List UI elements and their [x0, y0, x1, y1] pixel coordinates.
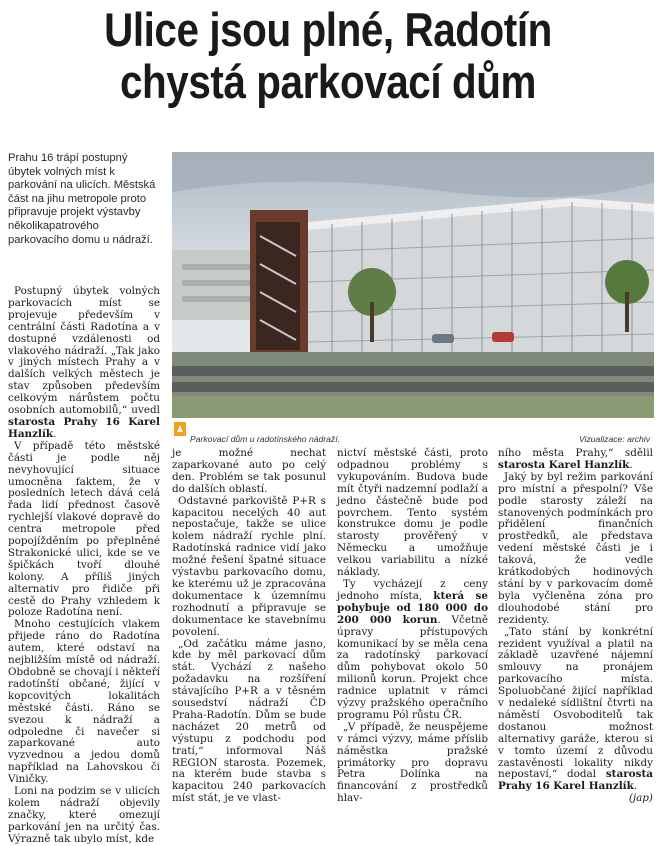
logo-icon: [174, 422, 186, 436]
paragraph: „Od začátku máme jasno, kde by měl parkovací dům stát. Vychází z našeho požadavku na rozšíření stávajícího P+R a v těsném sousedství nádraží ČD Praha-Radotín. Dům se bude nacházet 20 metrů od výstupu z podchodu pod tratí,“ informoval Náš REGION starosta. Pozemek, na kterém bude stavba s kapacitou 240 parkovacích míst stát, je ve vlast-: [172, 637, 326, 805]
paragraph: „V případě, že neuspějeme v rámci výzvy, máme příslib náměstka pražské primátorky pro dopravu Petra Dolínka na financování z prostředků hlav-: [337, 720, 488, 805]
paragraph: Jaký by byl režim parkování pro místní a přespolní? Vše podle starosty záleží na stanovených podmínkách pro přidělení finančních prostředků, ale představa vedení městské části je i taková, že vedle krátkodobých hodinových stání by v parkovacím domě byla vyčleněna zóna pro dlouhodobé stání pro rezidenty.: [498, 470, 653, 626]
article-column-4: [498, 447, 653, 805]
article-column-3: [337, 447, 488, 805]
photo-caption: Parkovací dům u radotínského nádraží.: [190, 434, 340, 444]
paragraph: ního města Prahy,“ sdělil starosta Karel Hanzlík.: [498, 447, 653, 471]
article-column-2: [172, 447, 326, 805]
photo-credit: Vizualizace: archiv: [578, 434, 650, 444]
paragraph: Odstavné parkoviště P+R s kapacitou necelých 40 aut nepostačuje, takže se ulice kolem nádraží rychle plní. Radotínská radnice vidí jako možné řešení špatné situace výstavbu parkovacího domu, ke kterému už je zpracována dokumentace k územnímu rozhodnutí a připravuje se dokumentace ke stavebnímu povolení.: [172, 494, 326, 638]
paragraph: je možné nechat zaparkované auto po celý den. Problém se tak posunul do dalších oblastí.: [172, 447, 326, 495]
paragraph: Ty vycházejí z ceny jednoho místa, která se pohybuje od 180 000 do 200 000 korun. Včetně úpravy přístupových komunikací by se měla cena za radotínský parkovací dům pohybovat okolo 50 milionů korun. Projekt chce radnice uplatnit v rámci výzvy pražského operačního programu Pól růstu ČR.: [337, 577, 488, 721]
paragraph: V případě této městské části je podle něj nevyhovující situace umocněna faktem, že v posledních letech dává celá řada lidí přednost časově rychlejší vlakové dopravě do centra metropole před popojížděním po přeplněné Strakonické ulici, kde se ve špičkách tvoří dlouhé kolony. A příliš jiných alternativ pro řidiče při cestě do Prahy vzhledem k poloze Radotína není.: [8, 439, 160, 619]
paragraph: „Tato stání by konkrétní rezident využíval a platil na základě uzavřené nájemní smlouvy na pronájem parkovacího místa. Spoluobčané žijící například v nedaleké sídlištní čtvrti na náměstí Osvoboditelů tak dostanou možnost alternativy garáže, kterou si v tomto území z důvodu zastavěnosti lokality nikdy nepostaví,“ dodal starosta Prahy 16 Karel Hanzlík. (jap): [498, 625, 653, 805]
article-photo: [172, 152, 654, 418]
photo-caption-bar: [172, 418, 654, 444]
lead-paragraph: Prahu 16 trápí postupný úbytek volných míst k parkování na ulicích. Městská část na jihu metropole proto připravuje projekt výstavby několikapatrového parkovacího domu u nádraží.: [8, 152, 156, 246]
parking-house-illustration: [172, 152, 654, 418]
paragraph: nictví městské části, proto odpadnou problémy s vykupováním. Budova bude mít čtyři nadzemní podlaží a jedno částečně bude pod povrchem. Tento systém konstrukce domu je podle starosty prověřený v Německu a umožňuje velkou variabilitu a nízké náklady.: [337, 447, 488, 579]
author-signature: (jap): [628, 792, 653, 805]
headline: [46, 4, 610, 108]
headline-line-1: Ulice jsou plné, Radotín: [104, 3, 552, 56]
headline-line-2: chystá parkovací dům: [120, 55, 536, 108]
paragraph: Mnoho cestujících vlakem přijede ráno do Radotína autem, které odstaví na nejbližším místě od nádraží. Obdobně se chovají i někteří radotínští občané, žijící v kopcovitých lokalitách městské části. Ráno se svezou k nádraží a odpoledne či navečer si zaparkované auto vyzvednou a jedou domů například na Lahovskou či Viničky.: [8, 618, 160, 786]
paragraph: Loni na podzim se v ulicích kolem nádraží objevily značky, které omezují parkování jen na určitý čas. Výrazně tak ubylo míst, kde: [8, 785, 160, 845]
article-column-1: [8, 285, 160, 845]
paragraph: Postupný úbytek volných parkovacích míst se projevuje především v centrální části Radotína a v dostupné vzdálenosti od vlakového nádraží. „Tak jako v jiných místech Prahy a v dalších velkých městech je stav způsoben především celkovým nárůstem počtu osobních automobilů,“ uvedl starosta Prahy 16 Karel Hanzlík.: [8, 285, 160, 440]
